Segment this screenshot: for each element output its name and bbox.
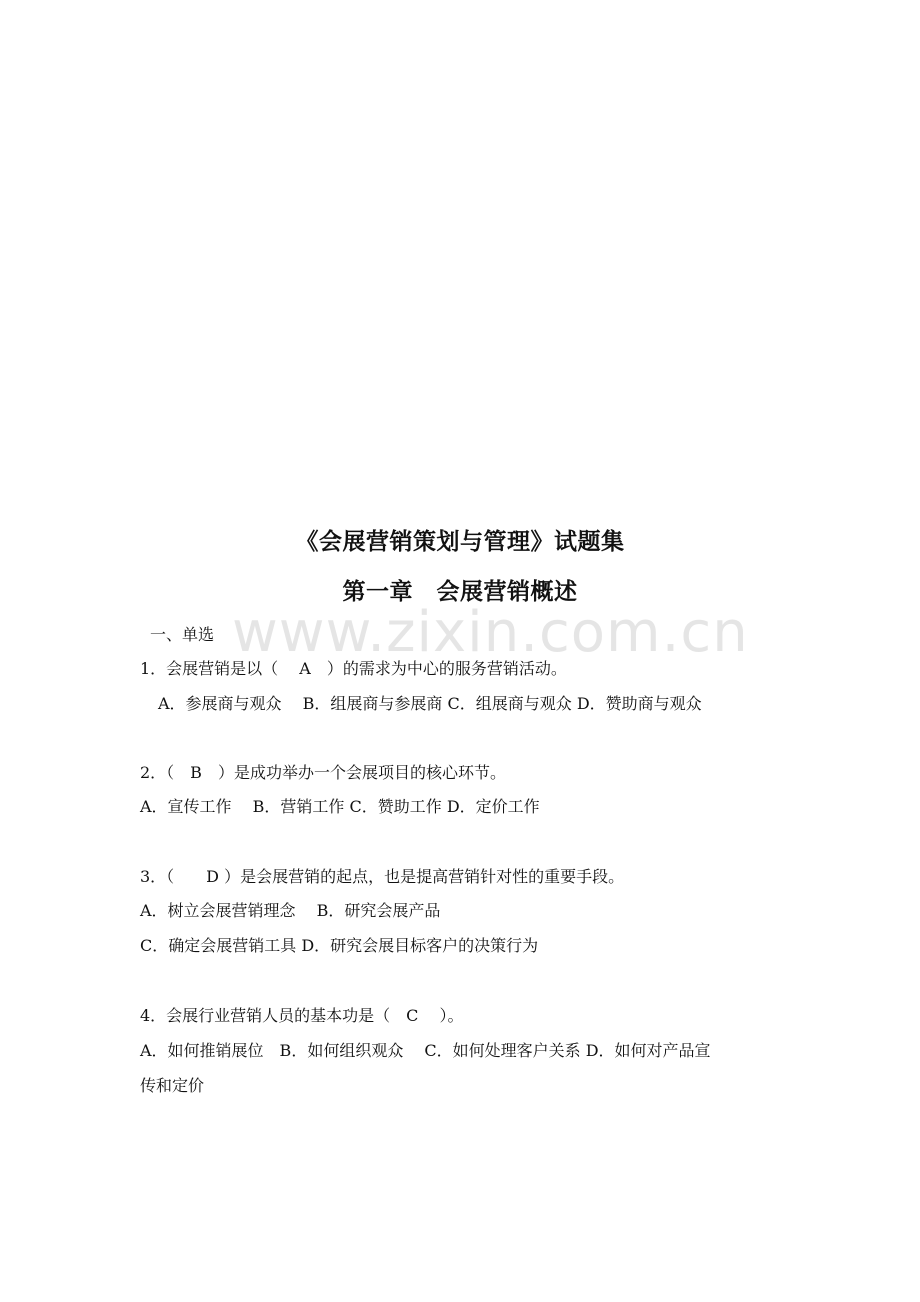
question-3-options-line-2: C．确定会展营销工具 D．研究会展目标客户的决策行为 xyxy=(140,936,539,955)
question-4-stem: 4．会展行业营销人员的基本功是（ C ）。 xyxy=(140,1006,464,1025)
document-title: 《会展营销策划与管理》试题集 xyxy=(295,529,625,555)
watermark: www.zixin.com.cn xyxy=(232,600,749,665)
question-4-options-line-2: 传和定价 xyxy=(140,1076,205,1095)
question-3-stem: 3．（ D ）是会展营销的起点，也是提高营销针对性的重要手段。 xyxy=(140,867,625,886)
question-2-options: A．宣传工作 B．营销工作 C．赞助工作 D．定价工作 xyxy=(140,797,540,816)
chapter-heading: 第一章 会展营销概述 xyxy=(342,579,578,605)
question-1-stem: 1．会展营销是以（ A ）的需求为中心的服务营销活动。 xyxy=(140,659,567,678)
question-4-options-line-1: A．如何推销展位 B．如何组织观众 C．如何处理客户关系 D．如何对产品宣 xyxy=(140,1041,711,1060)
question-1-options: A．参展商与观众 B．组展商与参展商 C．组展商与观众 D．赞助商与观众 xyxy=(142,694,702,713)
question-2-stem: 2．（ B ）是成功举办一个会展项目的核心环节。 xyxy=(140,763,506,782)
question-3-options-line-1: A．树立会展营销理念 B．研究会展产品 xyxy=(140,901,441,920)
section-heading: 一、单选 xyxy=(150,625,215,644)
